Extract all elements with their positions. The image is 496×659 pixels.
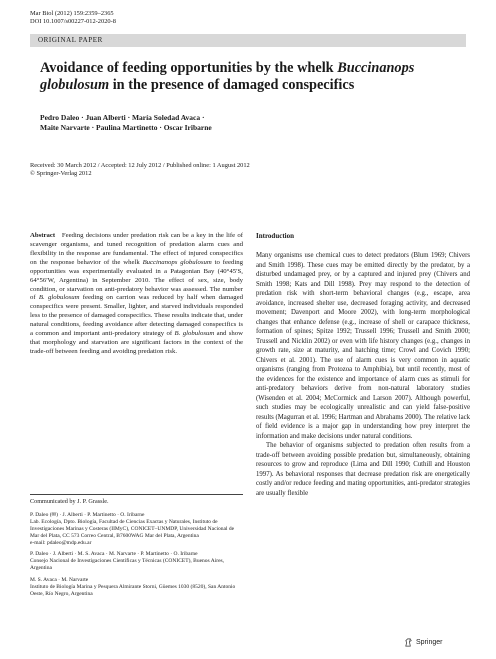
- affiliation-3-authors: M. S. Avaca · M. Narvarte: [30, 577, 89, 584]
- affiliation-email[interactable]: e-mail: pdaleo@mdp.edu.ar: [30, 539, 92, 546]
- affiliation-1-authors: P. Daleo (✉) · J. Alberti · P. Martinetto · O. Iribarne: [30, 511, 145, 518]
- copyright: © Springer-Verlag 2012: [30, 170, 92, 177]
- springer-logo: [404, 638, 442, 647]
- paper-title: Avoidance of feeding opportunities by the whelk Buccinanops globulosum in the presence of damaged conspecifics: [40, 60, 415, 93]
- affiliation-2-address: Consejo Nacional de Investigaciones Científicas y Técnicas (CONICET), Buenos Aires, Argentina: [30, 558, 225, 572]
- journal-citation: Mar Biol (2012) 159:2359–2365: [30, 10, 114, 17]
- dates-line: Received: 30 March 2012 / Accepted: 12 July 2012 / Published online: 1 August 2012: [30, 162, 250, 169]
- affiliation-divider: [30, 494, 243, 495]
- authors-line-2: Maite Narvarte · Paulina Martinetto · Oscar Iribarne: [40, 123, 212, 132]
- publisher-name: Springer: [416, 639, 443, 646]
- affiliation-3-address: Instituto de Biología Marina y Pesquera Almirante Storni, Güemes 1030 (8520), San Antonio Oeste, Río Negro, Argentina: [30, 584, 236, 597]
- affiliation-1-address: Lab. Ecología, Dpto. Biología, Facultad de Ciencias Exactas y Naturales, Instituto de Investigaciones Marinas y Costeras (IIMyC), CONICET–UNMDP, Universidad Nacional de Mar del Plata, CC 573 Correo Central, B7600WAG Mar del Plata, Argentina: [30, 518, 235, 539]
- doi: DOI 10.1007/s00227-012-2020-8: [30, 18, 116, 25]
- section-label: ORIGINAL PAPER: [38, 36, 103, 44]
- section-label-bar: [30, 34, 466, 47]
- affiliations: [30, 499, 243, 598]
- affiliation-2-authors: P. Daleo · J. Alberti · M. S. Avaca · M. Narvarte · P. Martinetto · O. Iribarne: [30, 551, 198, 558]
- author-list: [40, 113, 460, 133]
- springer-horse-icon: [404, 638, 413, 647]
- abstract-label: Abstract: [30, 232, 56, 239]
- abstract: Abstract Feeding decisions under predation risk can be a key in the life of scavenger organisms, and tuned recognition of predation alarm cues and flexibility in the response are fundamental. The effect of injured conspecifics on the response behavior of the whelk Buccinanops globulosum to feeding opportunities was experimentally evaluated in a Patagonian Bay (40°45′S, 64°56′W, Argentina) in September 2010. The effect of sex, size, body condition, or starvation on anti-predatory behavior was assessed. The number of B. globulosum feeding on carrion was reduced by half when damaged conspecifics were present. Smaller, lighter, and starved individuals responded less to the presence of damaged conspecifics. These results indicate that, under natural conditions, feeding avoidance after detecting damaged conspecifics is a common and important anti-predatory strategy of B. globulosum and show that morphology and starvation are significant factors in the context of the trade-off between feeding and avoiding predation risk.: [30, 232, 243, 355]
- left-column: [30, 232, 243, 357]
- title-species: Buccinanops globulosum: [40, 60, 415, 93]
- publication-dates: [30, 162, 470, 178]
- communicated-by: Communicated by J. P. Grassle.: [30, 498, 109, 505]
- authors-line-1: Pedro Daleo · Juan Alberti · María Soledad Avaca ·: [40, 113, 205, 122]
- introduction-paragraph-2: The behavior of organisms subjected to predation often results from a trade-off between avoiding possible predation but, simultaneously, obtaining resources to grow and reproduce (Lima and Dill 1990; Cuthill and Houston 1997). As behavioral responses that decrease predation risk are energetically costly and/or reduce feeding and mating opportunities, anti-predator strategies are usually flexible: [256, 442, 470, 497]
- introduction-paragraph-1: Many organisms use chemical cues to detect predators (Blum 1969; Chivers and Smith 1998). These cues may be emitted directly by the predator, by a disturbed undamaged prey, or by a captured and injured prey (Chivers and Smith 1998; Kats and Dill 1998). Prey may respond to the detection of predation risk with short-term behavioral changes (e.g., escape, area avoidance, increased shelter use, decreased foraging activity, and decreased movement; Davenport and Moore 2002), with long-term morphological changes that enhance defense (e.g., increase of shell or carapace thickness, formation of spines; Spitze 1992; Trussell 1996; Trussell and Smith 2000; Trussell and Nicklin 2002) or even with life history changes (e.g., changes in growth rate, size at maturity, and hatching time; Crowl and Covich 1990; Chivers et al. 2001). The use of alarm cues is very common in aquatic organisms (ranging from Protozoa to Amphibia), but until recently, most of the evidences for the existence and importance of alarm cues as stimuli for anti-predatory behaviors derive from non-natural laboratory studies (Wisenden et al. 2004; McCormick and Larson 2007). Although powerful, such studies may be ecologically unrealistic and can yield false-positive results (Magurran et al. 1996; Hartman and Abrahams 2000). The relative lack of field evidence is a major gap in understanding how prey interpret the information and make decisions under natural conditions.: [256, 252, 470, 440]
- introduction-heading: Introduction: [256, 232, 294, 240]
- journal-meta: [30, 10, 116, 26]
- right-column: [256, 232, 470, 498]
